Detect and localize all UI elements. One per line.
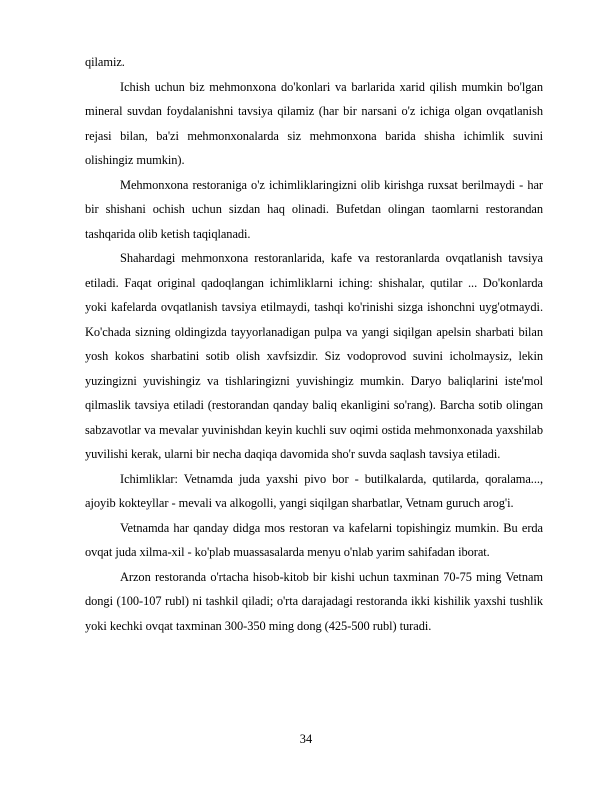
paragraph-restaurants: Vetnamda har qanday didga mos restoran va kafelarni topishingiz mumkin. Bu erda ovqat juda xilma-xil - ko'plab muassasalarda menyu o'nlab yarim sahifadan iborat. xyxy=(85,520,543,559)
paragraph-prices: Arzon restoranda o'rtacha hisob-kitob bir kishi uchun taxminan 70-75 ming Vetnam dongi (100-107 rubl) ni tashkil qiladi; o'rta darajadagi restoranda ikki kishilik yaxshi tushlik yoki kechki ovqat taxminan 300-350 ming dong (425-500 rubl) turadi. xyxy=(85,569,543,633)
paragraph-continuation: qilamiz. xyxy=(85,55,125,69)
paragraph-dining-safety: Shahardagi mehmonxona restoranlarida, kafe va restoranlarda ovqatlanish tavsiya etiladi. Faqat original qadoqlangan ichimliklarni iching: shishalar, qutilar ... Do'konlarda yoki kafelarda ovqatlanish tavsiya etilmaydi, tashqi ko'rinishi sizga ishonchni uyg'otmaydi. Ko'chada sizning oldingizda tayyorlanadigan pulpa va yangi siqilgan apelsin sharbati bilan yosh kokos sharbatini sotib olish xavfsizdir. Siz vodoprovod suvini icholmaysiz, lekin yuzingizni yuvishingiz va tishlaringizni yuvishingiz mumkin. Daryo baliqlarini iste'mol qilmaslik tavsiya etiladi (restorandan qanday baliq ekanligini so'rang). Barcha sotib olingan sabzavotlar va mevalar yuvinishdan keyin kuchli suv oqimi ostida mehmonxonada yaxshilab yuvilishi kerak, ularni bir necha daqiqa davomida sho'r suvda saqlash tavsiya etiladi. xyxy=(85,251,543,461)
paragraph-drinks: Ichimliklar: Vetnamda juda yaxshi pivo bor - butilkalarda, qutilarda, qoralama..., ajoyib kokteyllar - mevali va alkogolli, yangi siqilgan sharbatlar, Vetnam guruch arog'i. xyxy=(85,471,543,510)
page-number: 34 xyxy=(299,732,313,746)
document-page xyxy=(85,50,543,638)
paragraph-drinking-water: Ichish uchun biz mehmonxona do'konlari va barlarida xarid qilish mumkin bo'lgan mineral suvdan foydalanishni tavsiya qilamiz (har bir narsani o'z ichiga olgan ovqatlanish rejasi bilan, ba'zi mehmonxonalarda siz mehmonxona barida shisha ichimlik suvini olishingiz mumkin). xyxy=(85,79,543,167)
paragraph-own-drinks-rule: Mehmonxona restoraniga o'z ichimliklaringizni olib kirishga ruxsat berilmaydi - har bir shishani ochish uchun sizdan haq olinadi. Bufetdan olingan taomlarni restorandan tashqarida olib ketish taqiqlanadi. xyxy=(85,177,543,241)
